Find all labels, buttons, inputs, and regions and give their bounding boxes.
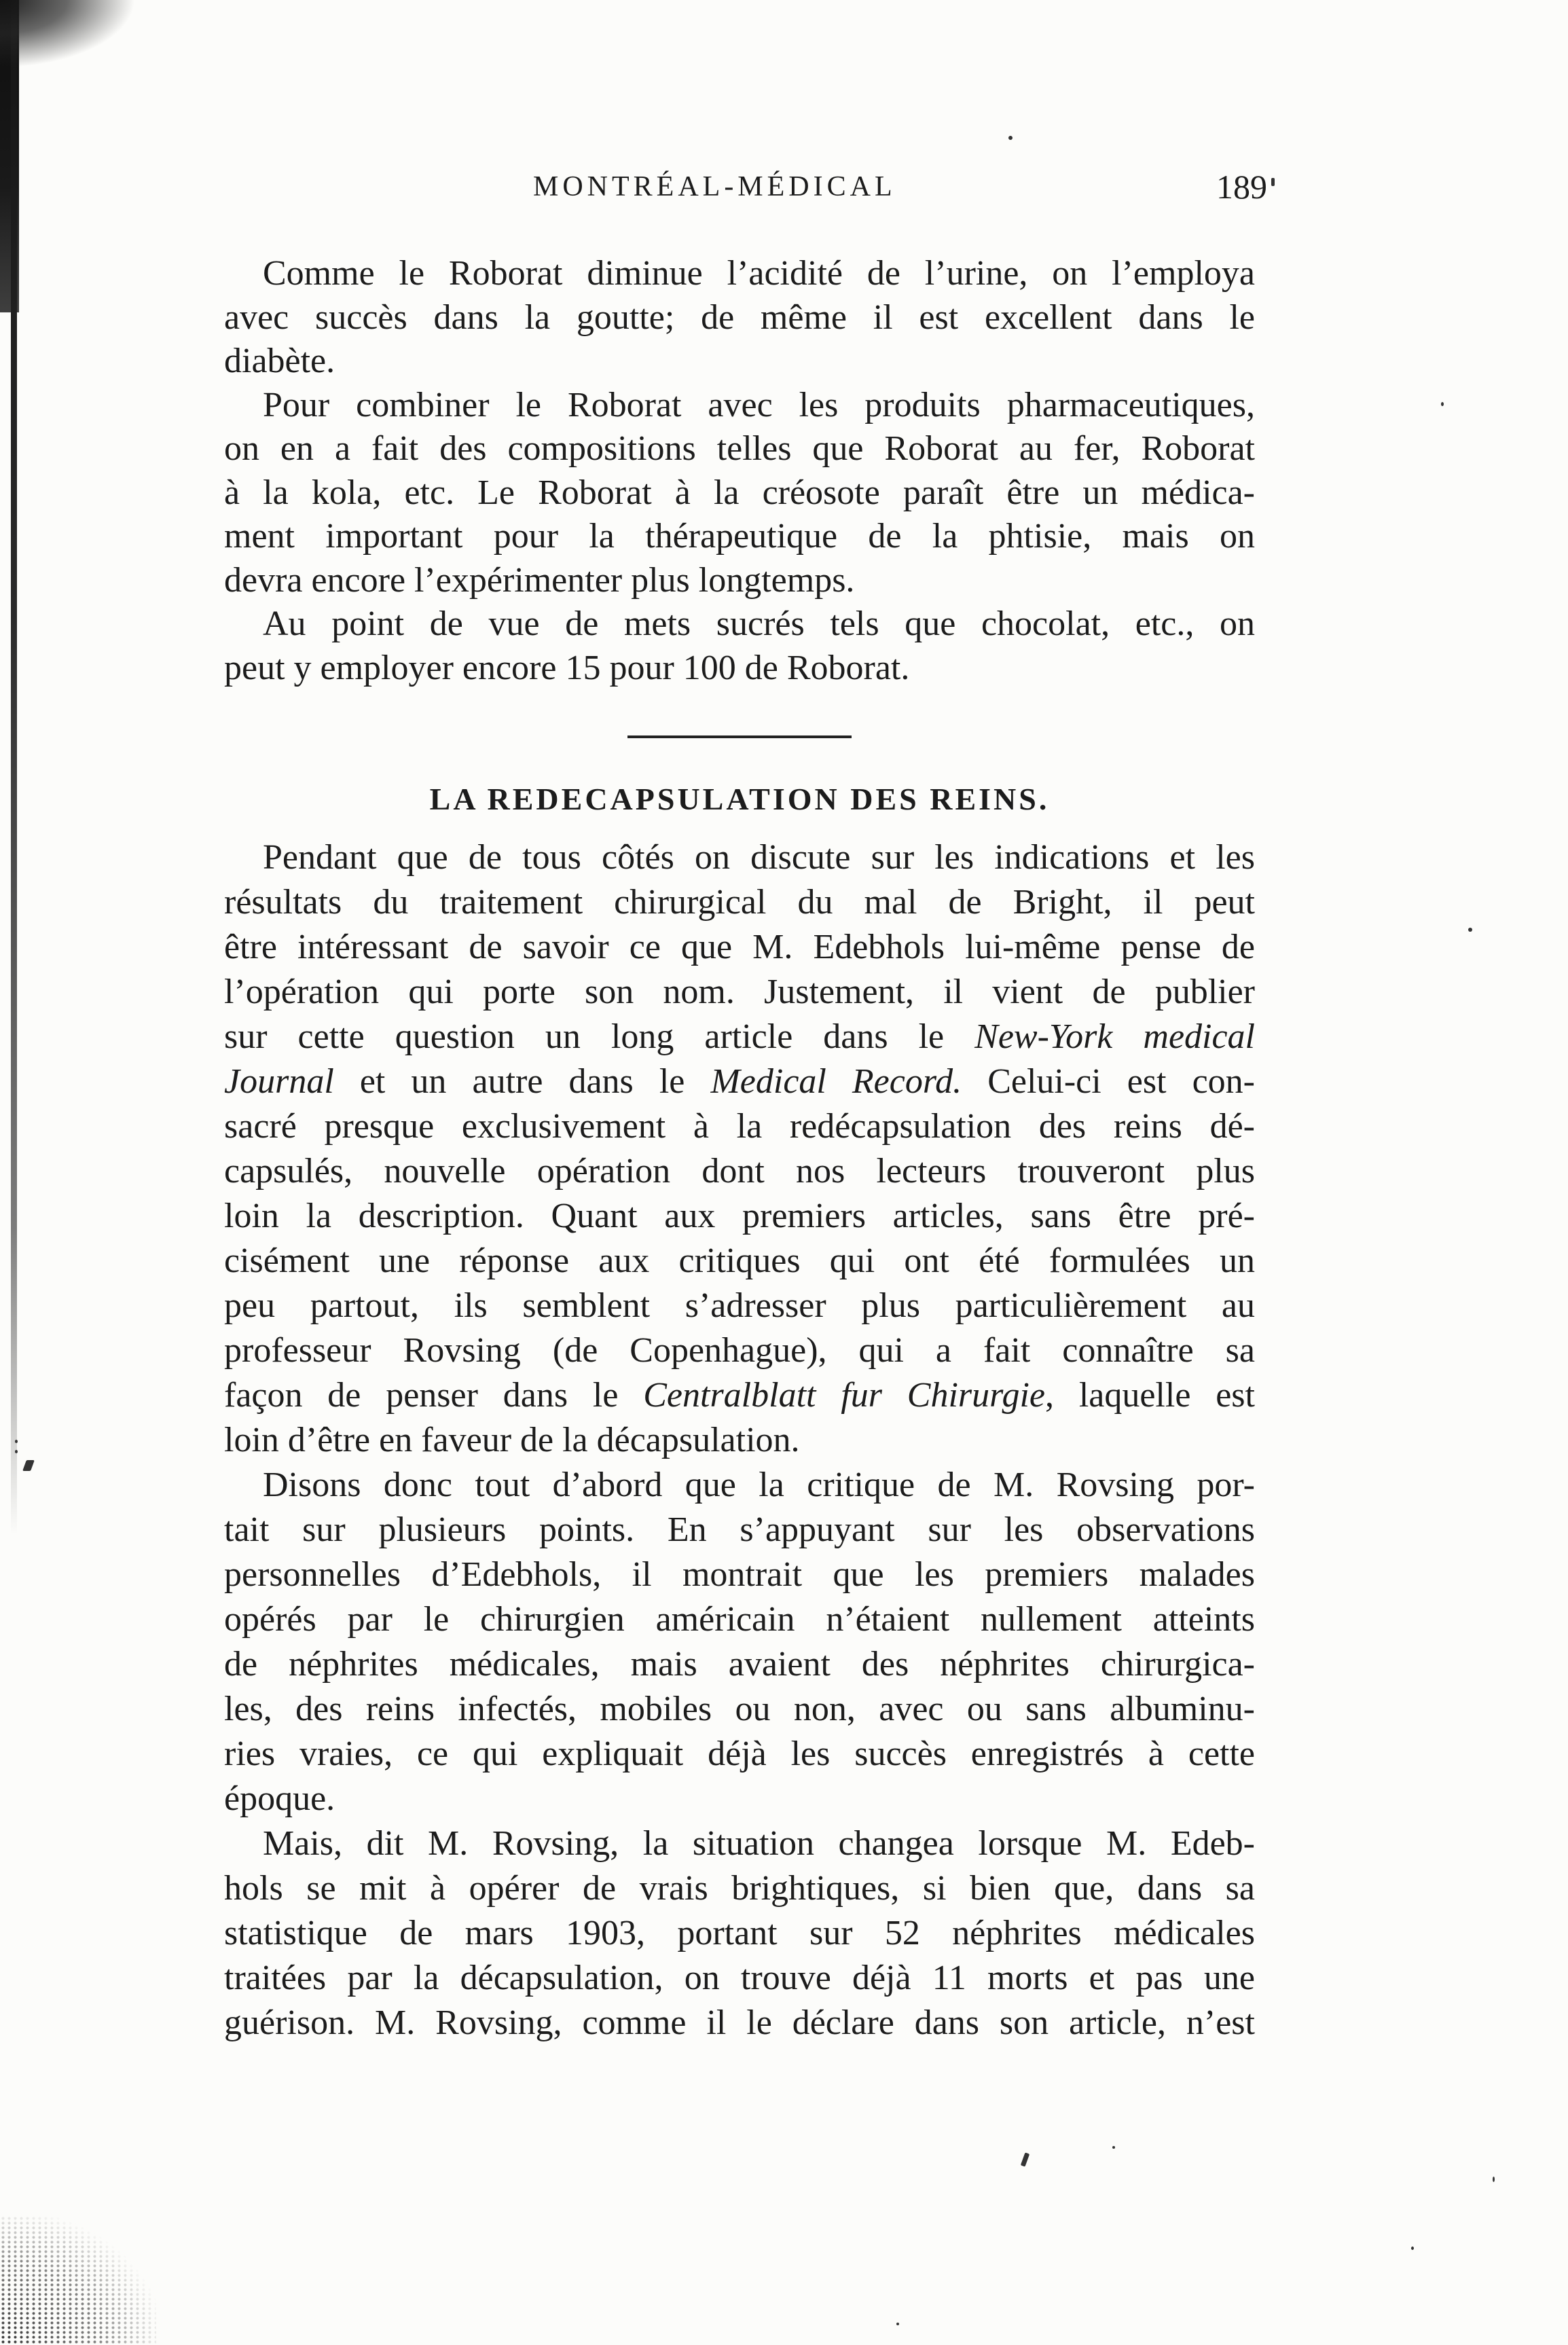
text-line: époque.: [224, 1779, 335, 1818]
text-line: loin la description. Quant aux premiers articles, sans être pré-: [224, 1197, 1255, 1235]
text-line: professeur Rovsing (de Copenhague), qui a fait connaître sa: [224, 1331, 1255, 1370]
scan-corner-grain: [0, 2216, 156, 2345]
journal-title: Medical Record.: [710, 1062, 962, 1101]
scan-speck: [1271, 178, 1275, 186]
text-line: Pendant que de tous côtés on discute sur les indications et les: [263, 838, 1255, 877]
text-segment: Celui-ci est con-: [962, 1062, 1255, 1101]
text-line: les, des reins infectés, mobiles ou non, avec ou sans albuminu-: [224, 1690, 1255, 1728]
scan-speck: [1441, 402, 1444, 406]
scan-speck: [1112, 2146, 1115, 2149]
text-line: devra encore l’expérimenter plus longtemps.: [224, 560, 855, 600]
text-line: traitées par la décapsulation, on trouve déjà 11 morts et pas une: [224, 1959, 1255, 1997]
text-line: ries vraies, ce qui expliquait déjà les succès enregistrés à cette: [224, 1734, 1255, 1773]
text-line: peu partout, ils semblent s’adresser plus particulièrement au: [224, 1286, 1255, 1325]
journal-title: Centralblatt fur Chirurgie: [643, 1376, 1045, 1415]
scan-speck: [1411, 2247, 1414, 2250]
text-segment: façon de penser dans le: [224, 1376, 644, 1415]
text-line: loin d’être en faveur de la décapsulation.: [224, 1421, 800, 1459]
text-line: avec succès dans la goutte; de même il est excellent dans le: [224, 297, 1255, 337]
scan-edge-line: [11, 0, 17, 1535]
text-line: Au point de vue de mets sucrés tels que chocolat, etc., on: [263, 604, 1255, 643]
scan-speck: [1008, 136, 1013, 140]
text-line: on en a fait des compositions telles que Roborat au fer, Roborat: [224, 429, 1255, 468]
journal-title: New-York medical: [974, 1017, 1255, 1056]
paragraph: [224, 252, 1255, 384]
text-segment: , laquelle est: [1045, 1376, 1255, 1415]
running-title: MONTRÉAL-MÉDICAL: [533, 171, 896, 202]
scan-speck: [15, 1450, 18, 1453]
text-line: guérison. M. Rovsing, comme il le déclare dans son article, n’est: [224, 2003, 1255, 2042]
text-line: diabète.: [224, 342, 335, 380]
text-line: Disons donc tout d’abord que la critique de M. Rovsing por-: [263, 1466, 1255, 1504]
scan-speck: [896, 2323, 899, 2325]
paragraph: [224, 602, 1255, 690]
section-divider: [627, 735, 852, 738]
scan-speck: [15, 1440, 18, 1443]
scan-corner-smudge: [0, 0, 136, 68]
scan-speck: [1468, 928, 1472, 932]
text-line: [224, 1059, 1255, 1104]
text-line: statistique de mars 1903, portant sur 52 néphrites médicales: [224, 1914, 1255, 1952]
paragraph: [224, 1463, 1255, 1821]
text-line: Pour combiner le Roborat avec les produits pharmaceutiques,: [263, 385, 1255, 424]
text-line: peut y employer encore 15 pour 100 de Roborat.: [224, 648, 910, 687]
text-segment: et un autre dans le: [333, 1062, 711, 1101]
text-line: l’opération qui porte son nom. Justement, il vient de publier: [224, 972, 1255, 1011]
article-title: LA REDECAPSULATION DES REINS.: [429, 782, 1050, 816]
scan-speck: [1493, 2177, 1495, 2182]
text-segment: sur cette question un long article dans le: [224, 1017, 975, 1056]
text-line: ment important pour la thérapeutique de la phtisie, mais on: [224, 517, 1255, 556]
text-line: hols se mit à opérer de vrais brightiques, si bien que, dans sa: [224, 1869, 1255, 1908]
paragraph: [224, 1821, 1255, 2046]
text-line: être intéressant de savoir ce que M. Edebhols lui-même pense de: [224, 928, 1255, 966]
text-line: opérés par le chirurgien américain n’étaient nullement atteints: [224, 1600, 1255, 1639]
text-line: [224, 1015, 1255, 1059]
text-line: de néphrites médicales, mais avaient des néphrites chirurgica-: [224, 1645, 1255, 1684]
text-line: tait sur plusieurs points. En s’appuyant sur les observations: [224, 1510, 1255, 1549]
scan-speck: [22, 1460, 35, 1471]
text-line: cisément une réponse aux critiques qui ont été formulées un: [224, 1241, 1255, 1280]
intro-text: [224, 252, 1255, 690]
text-line: [224, 1373, 1255, 1418]
paragraph: [224, 835, 1255, 1463]
text-line: Comme le Roborat diminue l’acidité de l’urine, on l’employa: [263, 254, 1255, 293]
journal-title: Journal: [224, 1062, 334, 1101]
text-line: personnelles d’Edebhols, il montrait que les premiers malades: [224, 1555, 1255, 1594]
text-line: capsulés, nouvelle opération dont nos lecteurs trouveront plus: [224, 1152, 1255, 1190]
text-line: résultats du traitement chirurgical du mal de Bright, il peut: [224, 883, 1255, 922]
page-number: 189: [1216, 168, 1267, 206]
paragraph: [224, 384, 1255, 603]
text-line: Mais, dit M. Rovsing, la situation changea lorsque M. Edeb-: [263, 1824, 1255, 1863]
text-line: sacré presque exclusivement à la redécapsulation des reins dé-: [224, 1107, 1255, 1146]
scan-speck: [1021, 2152, 1029, 2166]
article-body: [224, 835, 1255, 2046]
text-line: à la kola, etc. Le Roborat à la créosote paraît être un médica-: [224, 473, 1255, 512]
